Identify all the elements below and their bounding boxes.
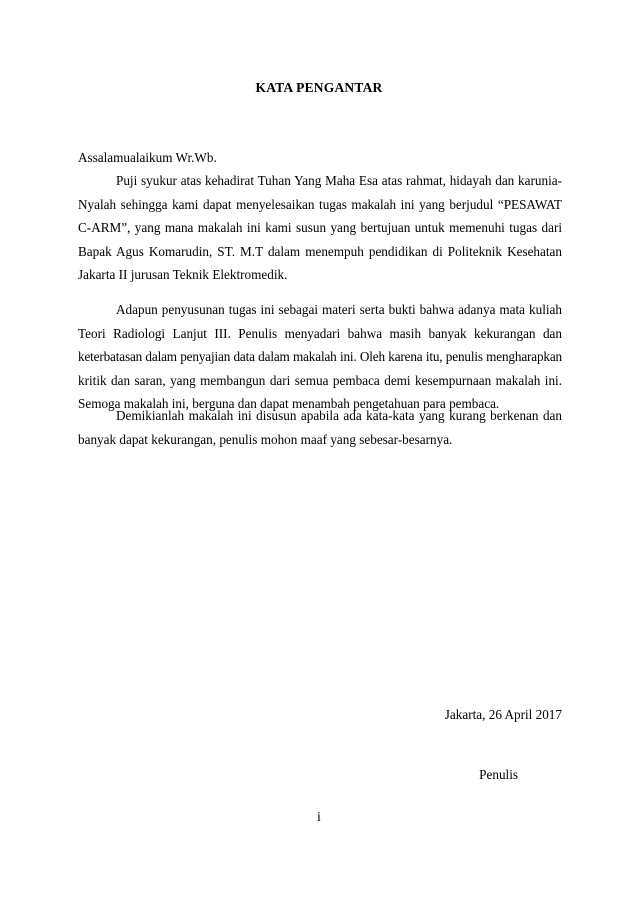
paragraph-3-line-1: Demikianlah makalah ini disusun apabila ada kata-kata yang kurang berkenan dan [116, 408, 562, 423]
paragraph-1-line-3: C-ARM”, yang mana makalah ini kami susun yang bertujuan untuk memenuhi tugas dari [78, 220, 562, 236]
paragraph-2-line-2: Teori Radiologi Lanjut III. Penulis menyadari bahwa masih banyak kekurangan dan [78, 325, 562, 341]
signer-name: Penulis [479, 767, 518, 782]
paragraph-2-line-5: Semoga makalah ini, berguna dan dapat menambah pengetahuan para pembaca. [78, 396, 500, 412]
paragraph-2-line-4: kritik dan saran, yang membangun dari semua pembaca demi kesempurnaan makalah ini. [78, 372, 562, 388]
paragraph-1 [78, 169, 562, 287]
greeting: Assalamualaikum Wr.Wb. [78, 150, 217, 165]
paragraph-3-line-2: banyak dapat kekurangan, penulis mohon maaf yang sebesar-besarnya. [78, 431, 453, 447]
place-date: Jakarta, 26 April 2017 [444, 707, 562, 722]
paragraph-1-line-2: Nyalah sehingga kami dapat menyelesaikan tugas makalah ini yang berjudul “PESAWAT [78, 196, 562, 212]
paragraph-1-line-5: Jakarta II jurusan Teknik Elektromedik. [78, 267, 288, 283]
paragraph-2 [78, 298, 562, 416]
page-number: i [317, 809, 321, 824]
paragraph-1-line-1: Puji syukur atas kehadirat Tuhan Yang Maha Esa atas rahmat, hidayah dan karunia- [116, 173, 562, 188]
paragraph-2-line-3: keterbatasan dalam penyajian data dalam makalah ini. Oleh karena itu, penulis mengharapkan [78, 349, 562, 365]
paragraph-2-line-1: Adapun penyusunan tugas ini sebagai materi serta bukti bahwa adanya mata kuliah [116, 302, 562, 317]
paragraph-3 [78, 404, 562, 451]
paragraph-1-line-4: Bapak Agus Komarudin, ST. M.T dalam menempuh pendidikan di Politeknik Kesehatan [78, 243, 562, 259]
page-title: KATA PENGANTAR [255, 80, 383, 95]
